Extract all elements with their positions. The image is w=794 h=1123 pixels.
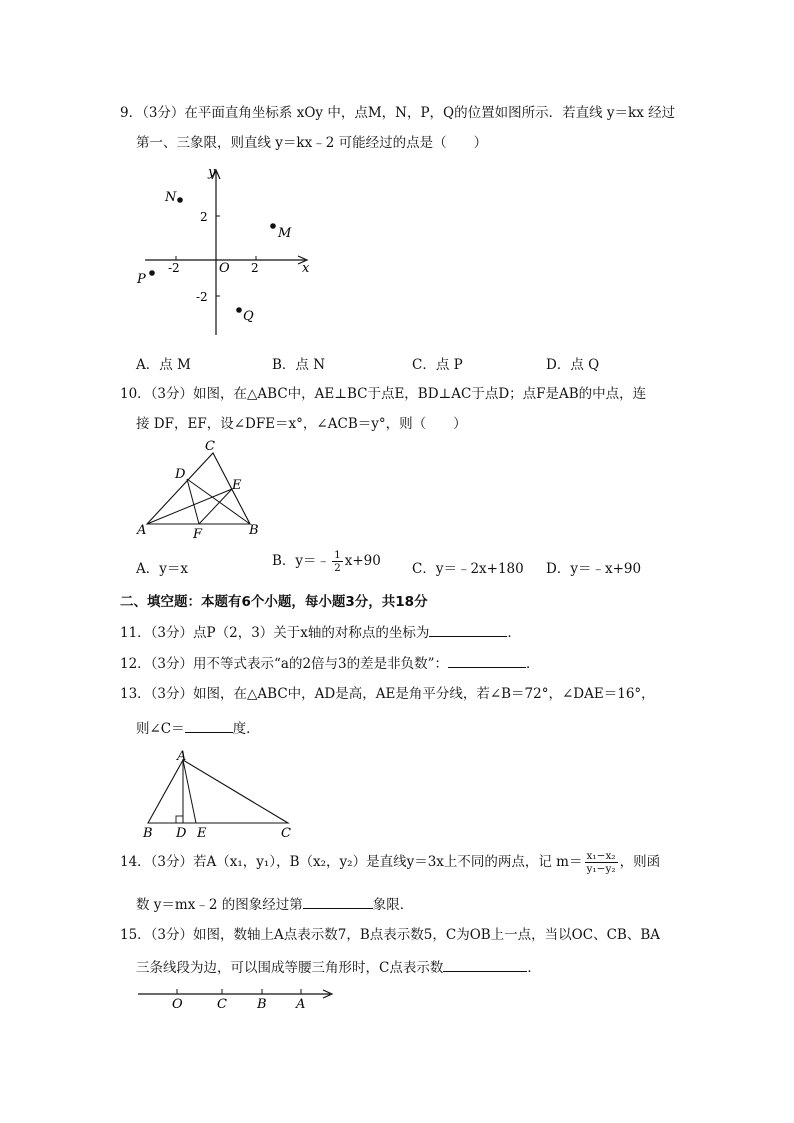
q14-line2-suffix: 象限． <box>372 897 414 913</box>
tick-x-neg2: -2 <box>168 261 180 275</box>
q9-option-a: A．点 M <box>136 357 191 373</box>
label-d: D <box>176 826 187 840</box>
fraction-denominator: 2 <box>334 562 341 574</box>
fraction-numerator: 1 <box>334 549 341 561</box>
point-q-label: Q <box>243 309 254 324</box>
q10-option-b-fraction <box>332 549 343 574</box>
label-f: F <box>193 527 203 542</box>
q14-line2 <box>136 894 413 914</box>
label-o: O <box>172 997 183 1012</box>
label-b: B <box>249 523 259 538</box>
q11-end: ． <box>507 625 521 641</box>
q12-line <box>120 653 540 673</box>
point-n-label: N <box>165 190 177 205</box>
label-e: E <box>197 826 207 840</box>
label-b: B <box>143 826 153 840</box>
q10-line2: 接 DF，EF，设∠DFE＝x°，∠ACB＝y°，则（ ） <box>136 416 467 432</box>
y-axis-label: y <box>208 165 216 180</box>
point-m-label: M <box>278 226 292 241</box>
q11-line <box>120 622 521 642</box>
q14-fraction <box>585 850 618 875</box>
label-d: D <box>175 467 186 482</box>
q10-option-b-prefix: B．y＝﹣ <box>272 553 331 569</box>
label-a: A <box>296 997 306 1012</box>
point-n <box>177 197 183 203</box>
q13-line2 <box>136 718 260 738</box>
q13-line1: 13．（3分）如图，在△ABC中，AD是高，AE是角平分线，若∠B＝72°，∠DAE＝16°， <box>120 686 655 702</box>
label-e: E <box>232 478 242 493</box>
q15-line1: 15．（3分）如图，数轴上A点表示数7，B点表示数5，C为OB上一点，当以OC、CB、BA <box>120 927 660 943</box>
tick-x-2: 2 <box>251 261 259 275</box>
q10-option-c: C．y＝﹣2x+180 <box>412 561 524 577</box>
q13-line2-prefix: 则∠C＝ <box>136 721 185 737</box>
q13-answer-blank[interactable] <box>185 718 233 733</box>
q15-number-line <box>136 984 336 1012</box>
label-a: A <box>137 523 147 538</box>
q10-option-b-suffix: x+90 <box>344 553 381 569</box>
q12-answer-blank[interactable] <box>448 653 526 668</box>
q13-line2-suffix: 度． <box>232 721 260 737</box>
q10-option-b <box>272 549 381 574</box>
q14-answer-blank[interactable] <box>303 894 373 909</box>
tick-y-2: 2 <box>200 210 208 224</box>
label-b: B <box>257 997 267 1012</box>
q15-line2 <box>136 957 541 977</box>
point-m <box>270 223 276 229</box>
q9-option-c: C．点 P <box>412 357 463 373</box>
x-axis-label: x <box>302 261 310 276</box>
label-c: C <box>281 826 291 840</box>
fraction-numerator: x₁−x₂ <box>585 850 618 863</box>
point-p <box>149 270 155 276</box>
label-c: C <box>217 997 227 1012</box>
q10-option-a: A．y＝x <box>136 561 188 577</box>
q9-coordinate-figure <box>130 160 320 340</box>
q9-option-d: D．点 Q <box>546 357 600 373</box>
q11-answer-blank[interactable] <box>429 622 507 637</box>
origin-label: O <box>219 261 230 276</box>
q14-prefix: 14．（3分）若A（x₁，y₁），B（x₂，y₂）是直线y＝3x上不同的两点，记 m＝ <box>120 854 583 870</box>
q15-line2-prefix: 三条线段为边，可以围成等腰三角形时，C点表示数 <box>136 960 444 976</box>
q9-line1: 9．（3分）在平面直角坐标系 xOy 中，点M，N，P，Q的位置如图所示．若直线 y＝kx 经过 <box>120 105 676 121</box>
q15-answer-blank[interactable] <box>443 957 527 972</box>
q13-triangle-figure <box>138 748 298 840</box>
q15-line2-suffix: ． <box>527 960 541 976</box>
q14-suffix: ，则函 <box>619 854 661 870</box>
right-angle-mark-icon <box>176 816 183 823</box>
q11-text: 11．（3分）点P（2，3）关于x轴的对称点的坐标为 <box>120 625 430 641</box>
point-q <box>236 307 242 313</box>
fraction-denominator: y₁−y₂ <box>586 863 616 875</box>
section-heading: 二、填空题：本题有6个小题，每小题3分，共18分 <box>120 594 428 610</box>
q9-option-b: B．点 N <box>272 357 326 373</box>
label-c: C <box>205 439 215 454</box>
tick-y-neg2: -2 <box>196 290 208 304</box>
label-a: A <box>177 749 187 764</box>
q9-line2: 第一、三象限，则直线 y＝kx﹣2 可能经过的点是（ ） <box>136 135 488 151</box>
q12-end: ． <box>526 656 540 672</box>
q12-text: 12．（3分）用不等式表示“a的2倍与3的差是非负数”： <box>120 656 449 672</box>
point-p-label: P <box>137 272 146 287</box>
q14-line1 <box>120 850 660 875</box>
q10-line1: 10．（3分）如图，在△ABC中，AE⊥BC于点E，BD⊥AC于点D；点F是AB的中点，连 <box>120 386 647 402</box>
q14-line2-prefix: 数 y＝mx﹣2 的图象经过第 <box>136 897 303 913</box>
q10-option-d: D．y＝﹣x+90 <box>546 561 642 577</box>
q10-triangle-figure <box>135 437 265 542</box>
